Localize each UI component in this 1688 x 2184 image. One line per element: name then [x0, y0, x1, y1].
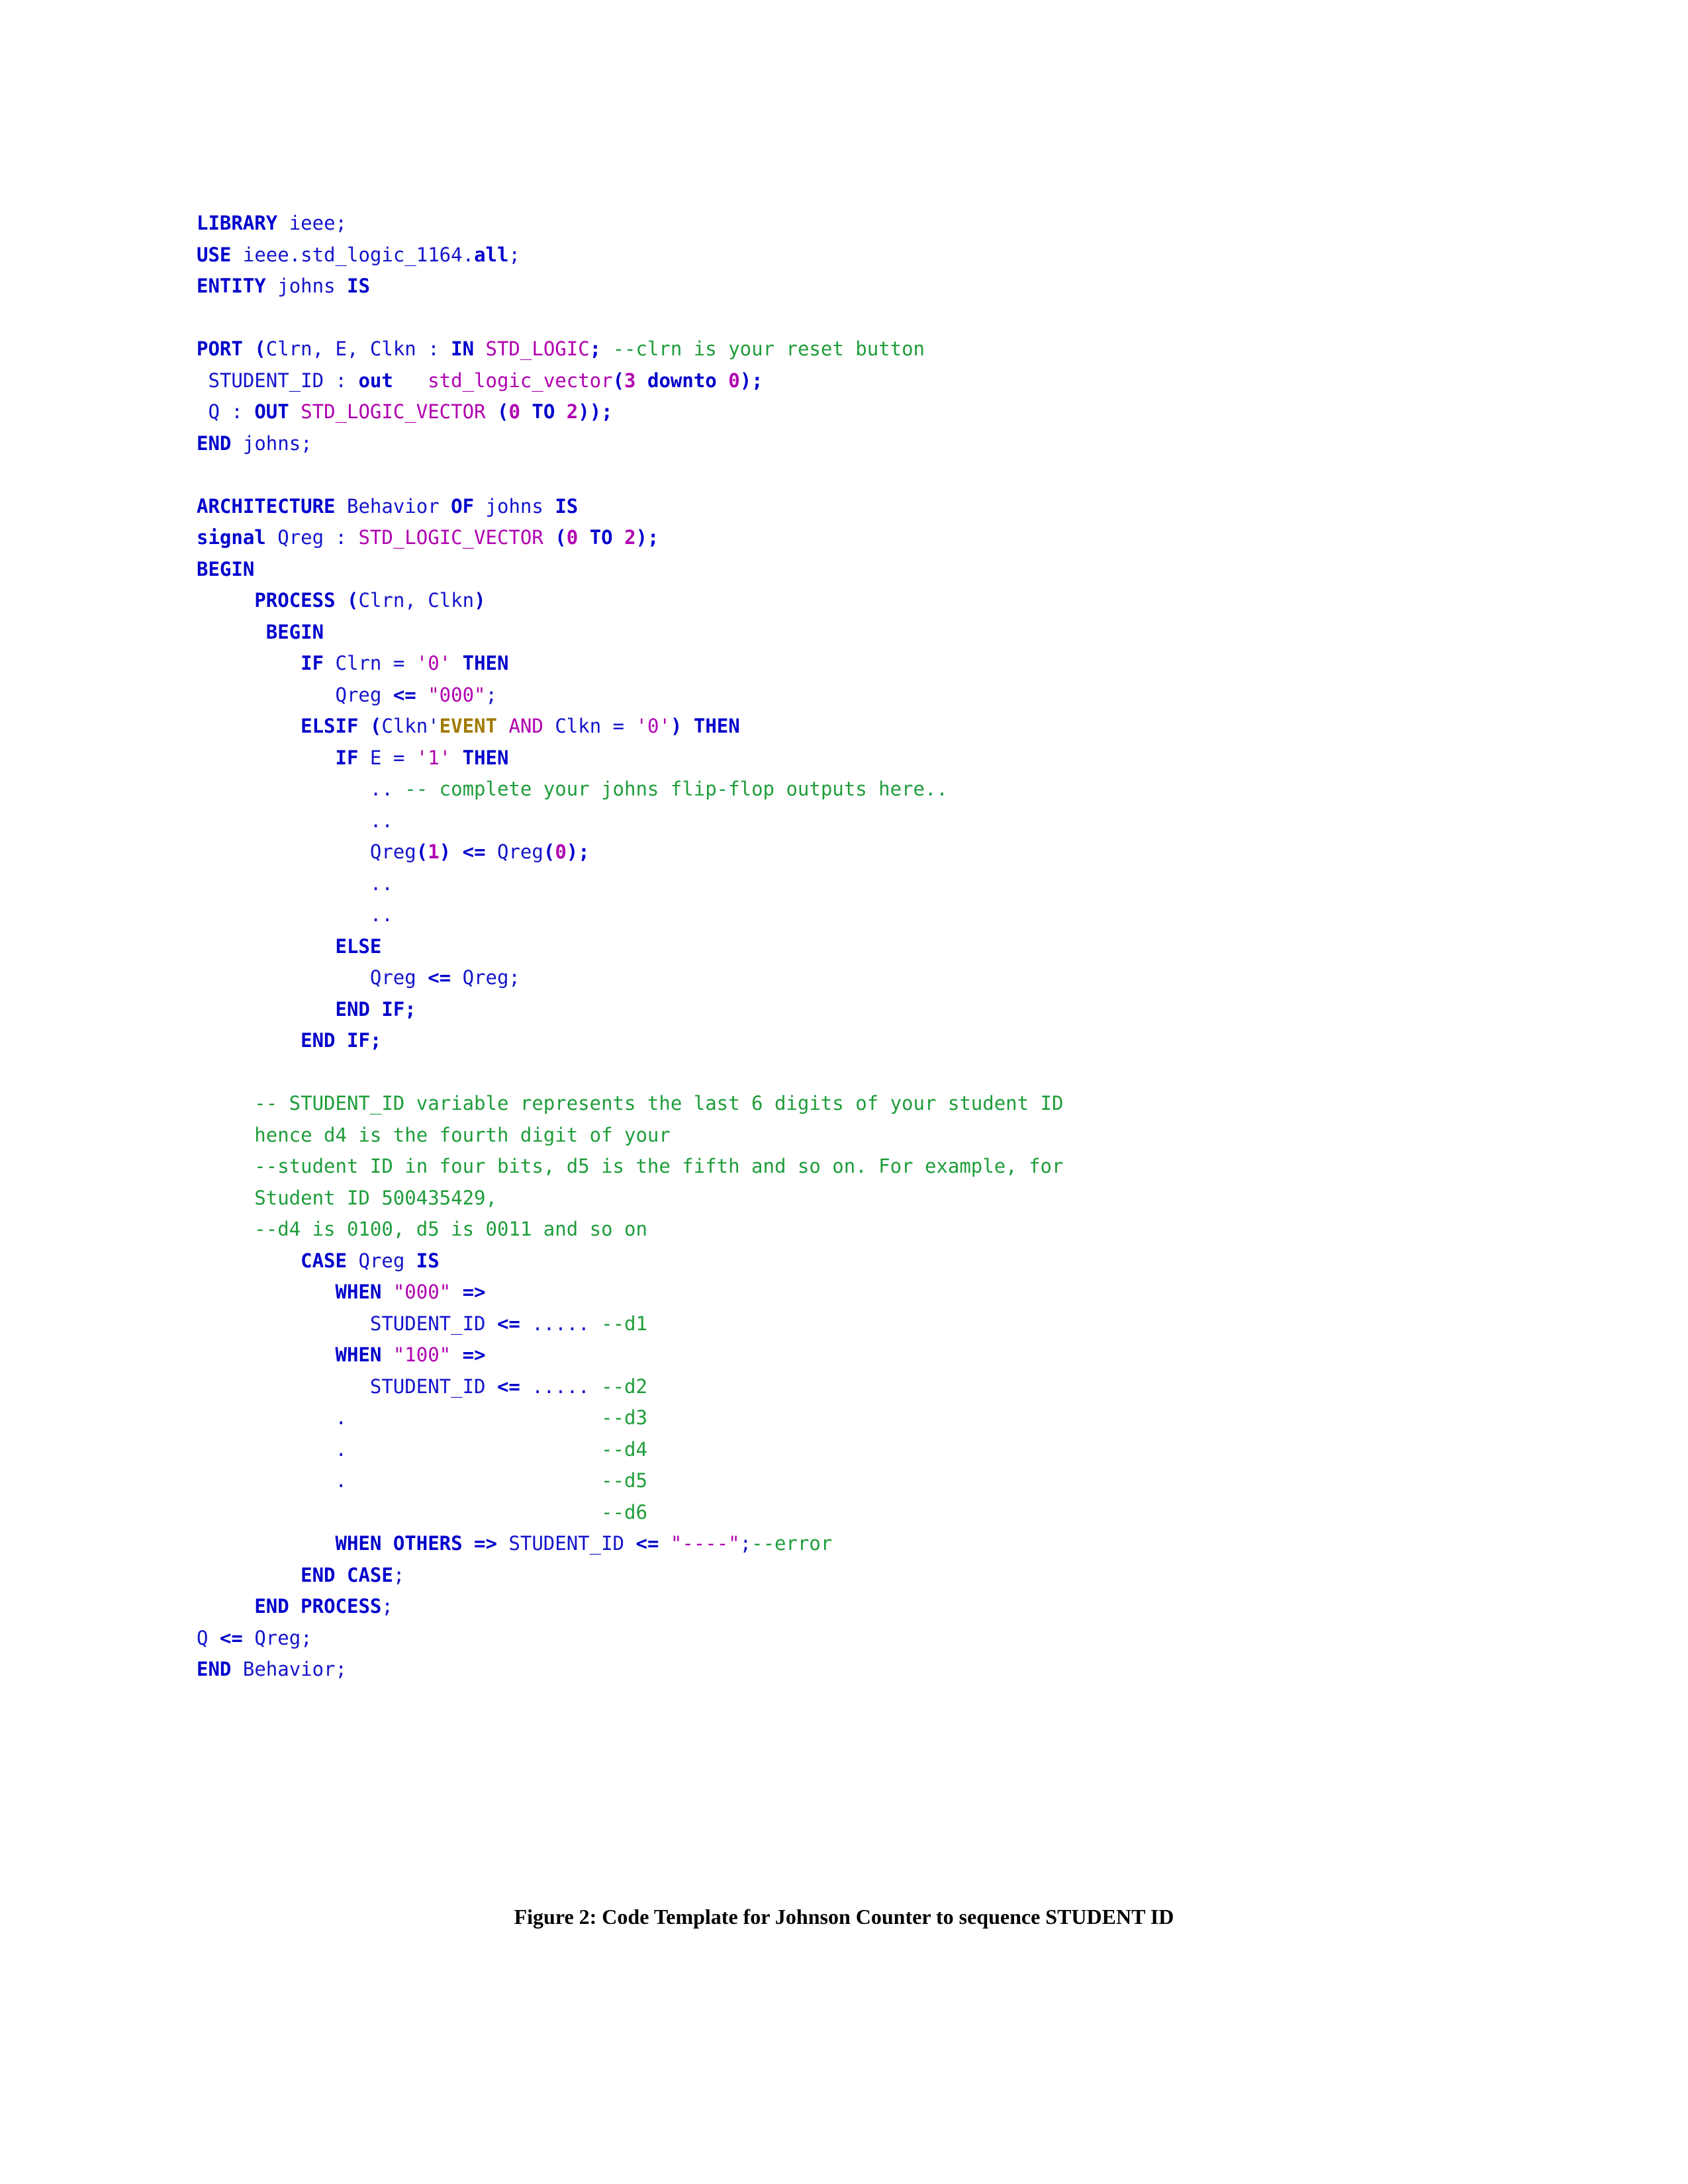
code-line: BEGIN — [265, 620, 324, 643]
code-line: LIBRARY ieee; — [197, 212, 347, 234]
code-line — [197, 1057, 1494, 1089]
code-line: . --d5 — [197, 1469, 647, 1492]
code-line: WHEN "100" => — [335, 1343, 486, 1366]
code-line: --d6 — [601, 1500, 647, 1524]
code-line: Qreg(1) <= Qreg(0); — [197, 841, 590, 863]
code-line: ARCHITECTURE Behavior OF johns IS — [197, 494, 579, 518]
code-line: ELSIF (Clkn'EVENT AND Clkn = '0') THEN — [301, 715, 740, 737]
code-line: WHEN OTHERS => STUDENT_ID <= "----";--error — [335, 1532, 833, 1555]
code-line: . --d4 — [197, 1437, 647, 1461]
code-line: .. — [197, 872, 393, 895]
code-line: END johns; — [197, 432, 312, 455]
code-line: signal Qreg : STD_LOGIC_VECTOR (0 TO 2); — [197, 526, 659, 549]
code-line: --d4 is 0100, d5 is 0011 and so on — [197, 1218, 647, 1240]
code-line: hence d4 is the fourth digit of your — [197, 1123, 671, 1146]
vhdl-code-listing — [197, 208, 1494, 1686]
code-line: Student ID 500435429, — [197, 1186, 497, 1209]
code-line: ENTITY johns IS — [197, 275, 370, 297]
code-line: USE ieee.std_logic_1164.all; — [197, 243, 520, 266]
code-line: ELSE — [335, 934, 382, 958]
code-line: Qreg <= "000"; — [197, 683, 497, 706]
code-line: WHEN "000" => — [335, 1281, 486, 1303]
code-line: .. -- complete your johns flip-flop outputs here.. — [197, 778, 948, 800]
code-line: PROCESS (Clrn, Clkn) — [254, 589, 486, 612]
code-line: . --d3 — [197, 1406, 647, 1429]
code-line: .. — [197, 903, 393, 926]
code-line: --student ID in four bits, d5 is the fifth and so on. For example, for — [197, 1155, 1064, 1177]
code-line: BEGIN — [197, 557, 255, 580]
code-line: END CASE; — [301, 1563, 405, 1586]
code-line: -- STUDENT_ID variable represents the last 6 digits of your student ID — [197, 1092, 1064, 1115]
code-line: STUDENT_ID : out std_logic_vector(3 downto 0); — [197, 369, 763, 392]
figure-caption: Figure 2: Code Template for Johnson Counter to sequence STUDENT ID — [514, 1905, 1174, 1929]
code-line — [197, 459, 1494, 491]
code-line: Q <= Qreg; — [197, 1626, 312, 1649]
code-line: STUDENT_ID <= ..... --d2 — [197, 1375, 647, 1398]
code-line: CASE Qreg IS — [301, 1249, 440, 1272]
code-line: END IF; — [335, 997, 416, 1021]
code-line: STUDENT_ID <= ..... --d1 — [197, 1312, 647, 1335]
code-line: .. — [197, 809, 393, 832]
code-line: END IF; — [301, 1029, 382, 1052]
code-line: Qreg <= Qreg; — [197, 966, 520, 989]
code-line: END Behavior; — [197, 1658, 347, 1680]
code-line: PORT (Clrn, E, Clkn : IN STD_LOGIC; --clrn is your reset button — [197, 338, 925, 360]
code-line — [197, 302, 1494, 334]
code-line: Q : OUT STD_LOGIC_VECTOR (0 TO 2)); — [197, 400, 613, 423]
code-line: IF Clrn = '0' THEN — [301, 652, 509, 674]
code-line: END PROCESS; — [254, 1595, 393, 1617]
code-line: IF E = '1' THEN — [335, 746, 509, 769]
